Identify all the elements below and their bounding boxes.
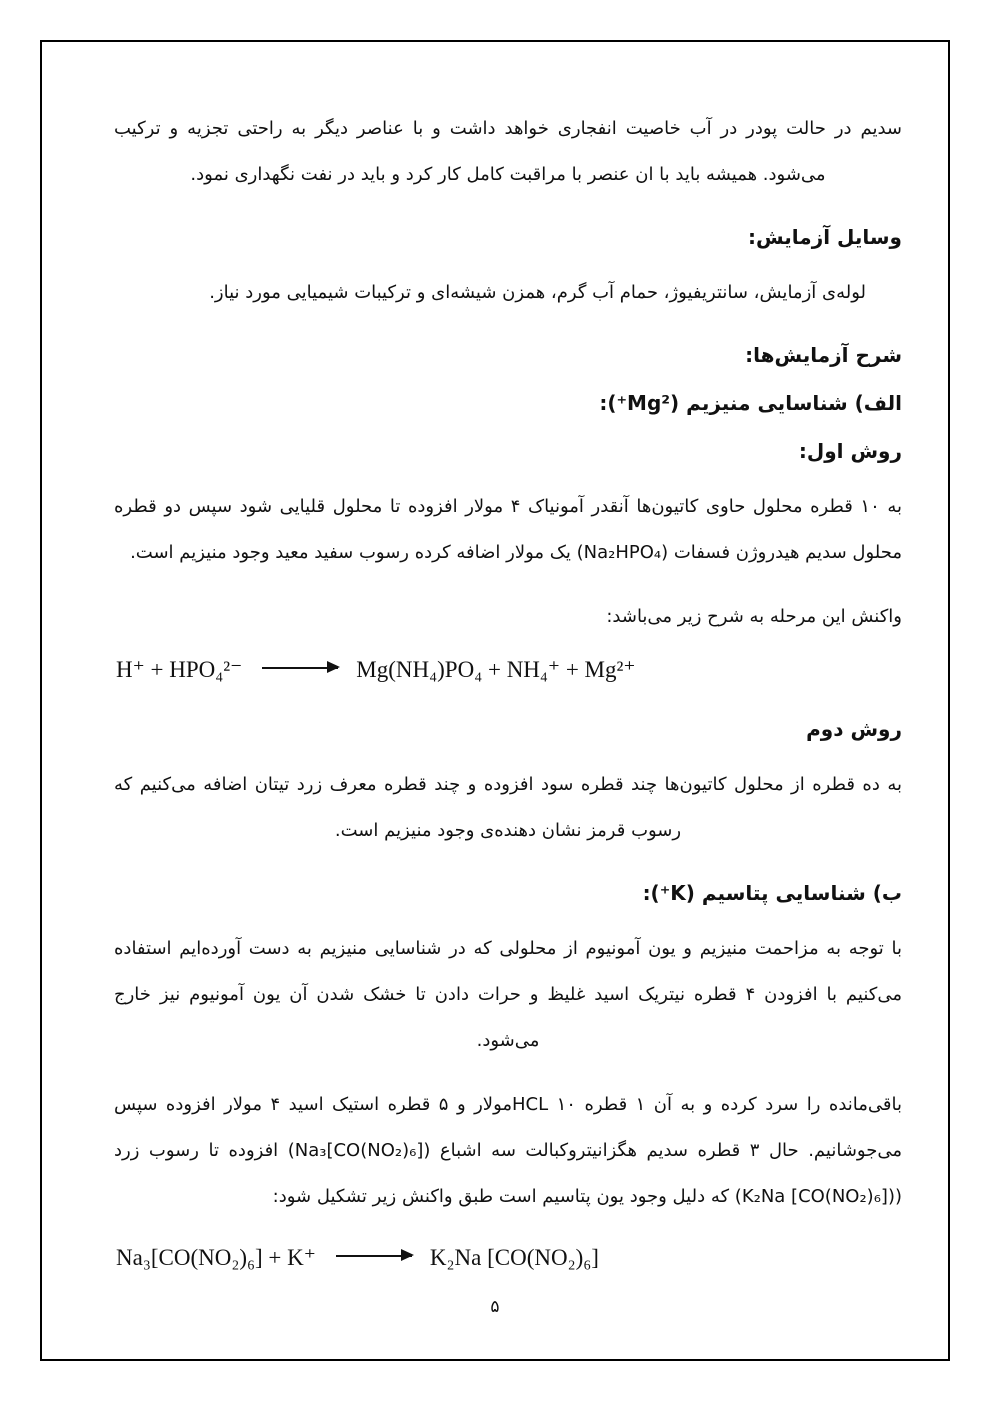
heading-magnesium-identification: الف) شناسایی منیزیم (Mg²⁺): <box>599 391 902 415</box>
page-number: ۵ <box>490 1297 500 1317</box>
paragraph-method-two: به ده قطره از محلول کاتیون‌ها چند قطره سود افزوده و چند قطره معرف زرد تیتان اضافه می‌کنیم که رسوب قرمز نشان دهنده‌ی وجود منیزیم است. <box>114 774 902 841</box>
heading-potassium-identification: ب) شناسایی پتاسیم (K⁺): <box>642 881 902 905</box>
equation-left-side: Na₃[CO(NO₂)₆] + K⁺ <box>116 1245 316 1270</box>
document-content <box>114 106 902 1284</box>
paragraph-potassium-one: با توجه به مزاحمت منیزیم و یون آمونیوم از محلولی که در شناسایی منیزیم به دست آورده‌ایم استفاده می‌کنیم با افزودن ۴ قطره نیتریک اسید غلیظ و حرات دادن تا خشک شدن آن یون آمونیوم نیز خارج می‌شود. <box>114 938 902 1051</box>
equation-right-side: K₂Na [CO(NO₂)₆] <box>429 1245 599 1270</box>
paragraph-equipment: لوله‌ی آزمایش، سانتریفیوژ، حمام آب گرم، همزن شیشه‌ای و ترکیبات شیمیایی مورد نیاز. <box>209 282 866 303</box>
equation-left-side: H⁺ + HPO₄²⁻ <box>116 657 243 682</box>
equation-magnesium-reaction <box>116 650 902 690</box>
heading-method-two: روش دوم <box>806 717 902 741</box>
paragraph-method-one: به ۱۰ قطره محلول حاوی کاتیون‌ها آنقدر آمونیاک ۴ مولار افزوده تا محلول قلیایی شود سپس دو قطره محلول سدیم هیدروژن فسفات (Na₂HPO₄) یک مولار اضافه کرده رسوب سفید معید وجود منیزیم است. <box>114 496 902 563</box>
heading-method-one: روش اول: <box>798 439 902 463</box>
reaction-arrow-icon <box>262 667 338 670</box>
heading-experiments: شرح آزمایش‌ها: <box>745 343 902 367</box>
page-border-frame <box>40 40 950 1361</box>
equation-potassium-reaction <box>116 1238 902 1278</box>
paragraph-reaction-note: واکنش این مرحله به شرح زیر می‌باشد: <box>606 606 902 627</box>
reaction-arrow-icon <box>336 1255 412 1258</box>
paragraph-potassium-two: باقی‌مانده را سرد کرده و به آن ۱ قطره HCL ۱۰مولار و ۵ قطره استیک اسید ۴ مولار افزوده سپس می‌جوشانیم. حال ۳ قطره سدیم هگزانیتروکبالت سه اشباع (Na₃[CO(NO₂)₆]) افزوده تا رسوب زرد ((K₂Na [CO(NO₂)₆]) که دلیل وجود یون پتاسیم است طبق واکنش زیر تشکیل شود: <box>114 1094 902 1207</box>
equation-right-side: Mg(NH₄)PO₄ + NH₄⁺ + Mg²⁺ <box>356 657 636 682</box>
heading-equipment: وسایل آزمایش: <box>748 225 902 249</box>
paragraph-sodium-intro: سدیم در حالت پودر در آب خاصیت انفجاری خواهد داشت و با عناصر دیگر به راحتی تجزیه و ترکیب می‌شود. همیشه باید با ان عنصر با مراقبت کامل کار کرد و باید در نفت نگهداری نمود. <box>114 118 902 185</box>
